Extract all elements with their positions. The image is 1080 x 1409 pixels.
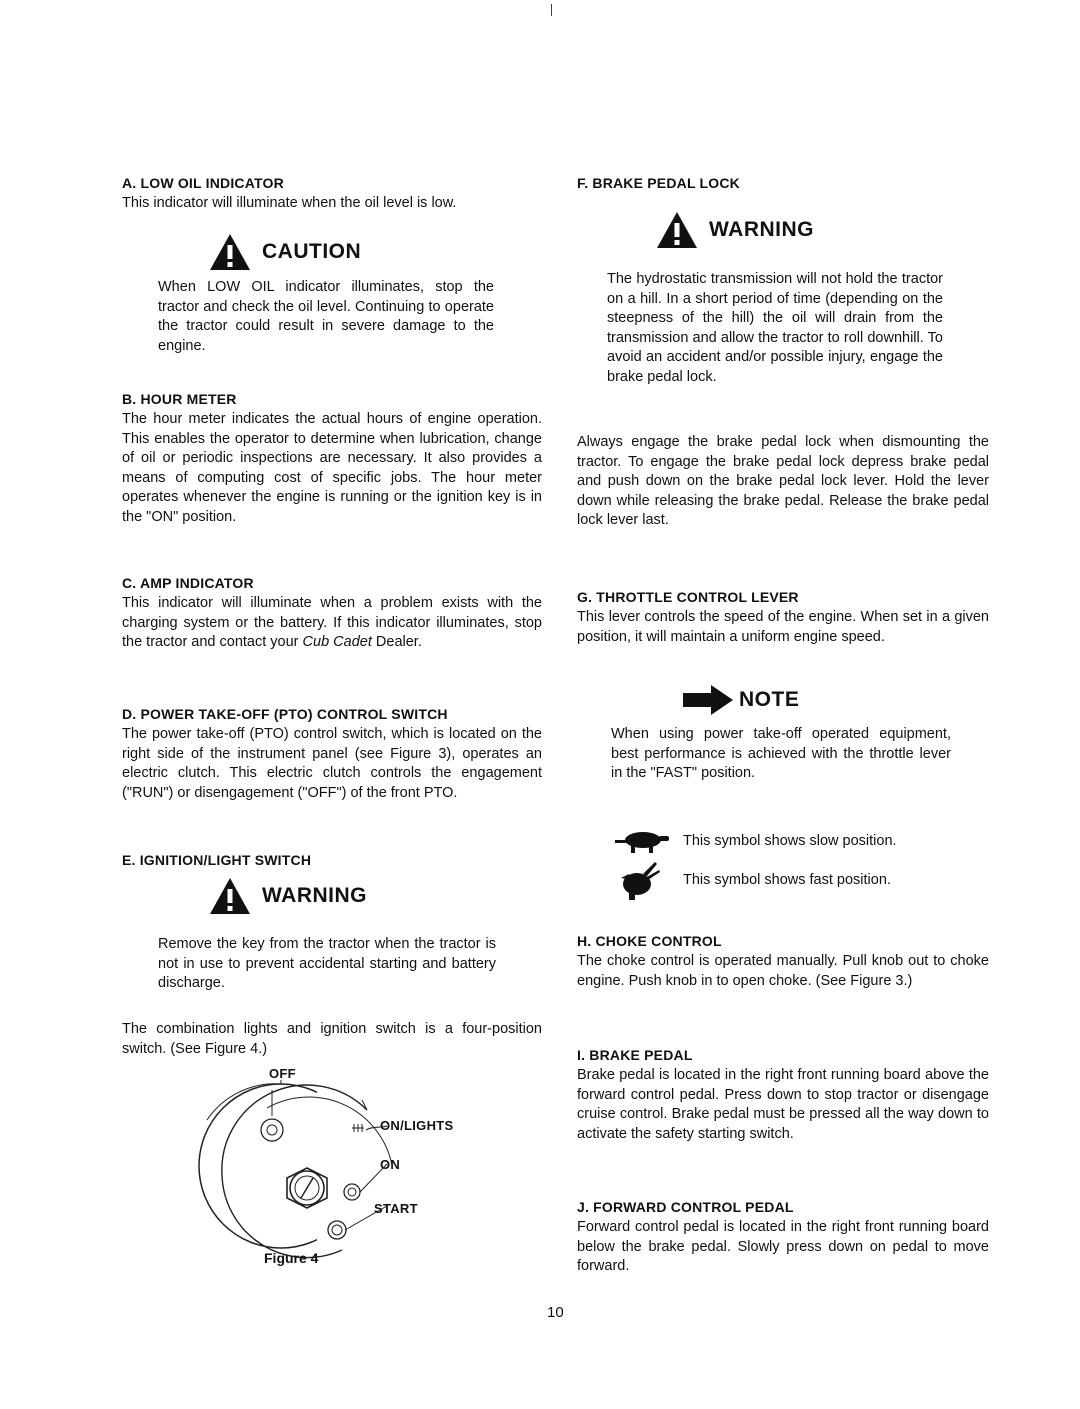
- section-text: This indicator will illuminate when a problem exists with the charging system or the battery. If this indicator illuminates, stop the tractor and contact your Cub Cadet Dealer.: [122, 595, 542, 650]
- section-pto-switch: [122, 705, 542, 803]
- section-heading: F. BRAKE PEDAL LOCK: [577, 175, 740, 191]
- label-on: ON: [380, 1157, 401, 1172]
- section-text: This lever controls the speed of the engine. When set in a given position, it will maintain a uniform engine speed.: [577, 609, 989, 645]
- caution-triangle-icon: [208, 232, 260, 272]
- section-text: The hour meter indicates the actual hours of engine operation. This enables the operator to determine when lubrication, change of oil or periodic inspections are necessary. It also provides a means of computing cost of specific jobs. The hour meter operates whenever the engine is running or the ignition key is in the "ON" position.: [122, 411, 542, 525]
- section-heading: E. IGNITION/LIGHT SWITCH: [122, 852, 312, 868]
- section-heading: C. AMP INDICATOR: [122, 575, 254, 591]
- brand-name: Cub Cadet: [302, 634, 372, 650]
- section-heading: H. CHOKE CONTROL: [577, 933, 722, 949]
- section-hour-meter: [122, 390, 542, 527]
- section-text: This indicator will illuminate when the oil level is low.: [122, 195, 457, 211]
- section-text: The combination lights and ignition switch is a four-position switch. (See Figure 4.): [122, 1021, 542, 1057]
- section-heading: I. BRAKE PEDAL: [577, 1047, 693, 1063]
- warning-triangle-icon: [655, 210, 707, 250]
- label-off: OFF: [269, 1066, 296, 1081]
- arrow-right-icon: [681, 684, 735, 716]
- slow-symbol-row: [615, 826, 897, 856]
- warning-text: The hydrostatic transmission will not hold the tractor on a hill. In a short period of time (depending on the steepness of the hill) the oil will drain from the transmission and allow the tractor to roll downhill. To avoid an accident and/or possible injury, engage the brake pedal lock.: [607, 271, 943, 385]
- section-brake-lock-text: [577, 433, 989, 531]
- caution-body: [158, 278, 494, 356]
- warning-body: [158, 935, 496, 994]
- section-heading: A. LOW OIL INDICATOR: [122, 175, 284, 191]
- section-ignition-switch: [122, 851, 542, 869]
- turtle-icon: [615, 826, 675, 856]
- section-heading: J. FORWARD CONTROL PEDAL: [577, 1199, 794, 1215]
- section-text: The power take-off (PTO) control switch, which is located on the right side of the instrument panel (see Figure 3), operates an electric clutch. This electric clutch controls the engagement ("RUN") or disengagement ("OFF") of the front PTO.: [122, 726, 542, 801]
- section-text: Brake pedal is located in the right front running board above the forward control pedal. Press down to stop tractor or disengage cruise control. Brake pedal must be pressed all the way down to activate the safety starting switch.: [577, 1067, 989, 1142]
- warning-callout: [208, 876, 367, 916]
- caution-text: When LOW OIL indicator illuminates, stop the tractor and check the oil level. Continuing to operate the tractor could result in severe damage to the engine.: [158, 279, 494, 354]
- figure-caption: Figure 4: [264, 1250, 319, 1266]
- section-heading: G. THROTTLE CONTROL LEVER: [577, 589, 799, 605]
- caution-callout: [208, 232, 361, 272]
- note-body: [611, 725, 951, 784]
- note-callout: [681, 684, 799, 716]
- warning-title: WARNING: [709, 218, 814, 241]
- section-brake-pedal-lock: [577, 174, 989, 192]
- section-brake-pedal: [577, 1046, 989, 1144]
- section-text: Always engage the brake pedal lock when dismounting the tractor. To engage the brake pedal lock depress brake pedal and push down on the brake pedal lock lever. Hold the lever down while releasing the brake pedal. Release the brake pedal lock lever last.: [577, 434, 989, 528]
- section-ignition-text: [122, 1020, 542, 1059]
- section-amp-indicator: [122, 574, 542, 653]
- warning-callout: [655, 210, 814, 250]
- warning-triangle-icon: [208, 876, 260, 916]
- note-text: When using power take-off operated equipment, best performance is achieved with the throttle lever in the "FAST" position.: [611, 726, 951, 781]
- scan-mark: [551, 4, 552, 16]
- label-start: START: [374, 1201, 418, 1216]
- section-choke: [577, 932, 989, 991]
- section-throttle: [577, 588, 989, 647]
- section-text: The choke control is operated manually. Pull knob out to choke engine. Push knob in to open choke. (See Figure 3.): [577, 953, 989, 989]
- note-title: NOTE: [739, 688, 800, 711]
- caution-title: CAUTION: [262, 240, 362, 263]
- section-heading: B. HOUR METER: [122, 391, 237, 407]
- section-forward-pedal: [577, 1198, 989, 1277]
- rabbit-icon: [615, 858, 675, 902]
- page-number: 10: [547, 1304, 564, 1321]
- warning-text: Remove the key from the tractor when the tractor is not in use to prevent accidental starting and battery discharge.: [158, 936, 496, 991]
- section-heading: D. POWER TAKE-OFF (PTO) CONTROL SWITCH: [122, 706, 448, 722]
- fast-symbol-text: This symbol shows fast position.: [683, 872, 891, 888]
- warning-body: [607, 270, 943, 387]
- slow-symbol-text: This symbol shows slow position.: [683, 833, 897, 849]
- section-low-oil: [122, 174, 542, 214]
- fast-symbol-row: [615, 858, 891, 902]
- label-on-lights: ON/LIGHTS: [380, 1118, 454, 1133]
- warning-title: WARNING: [262, 884, 367, 907]
- section-text: Forward control pedal is located in the right front running board below the brake pedal. Slowly press down on pedal to move forward.: [577, 1219, 989, 1274]
